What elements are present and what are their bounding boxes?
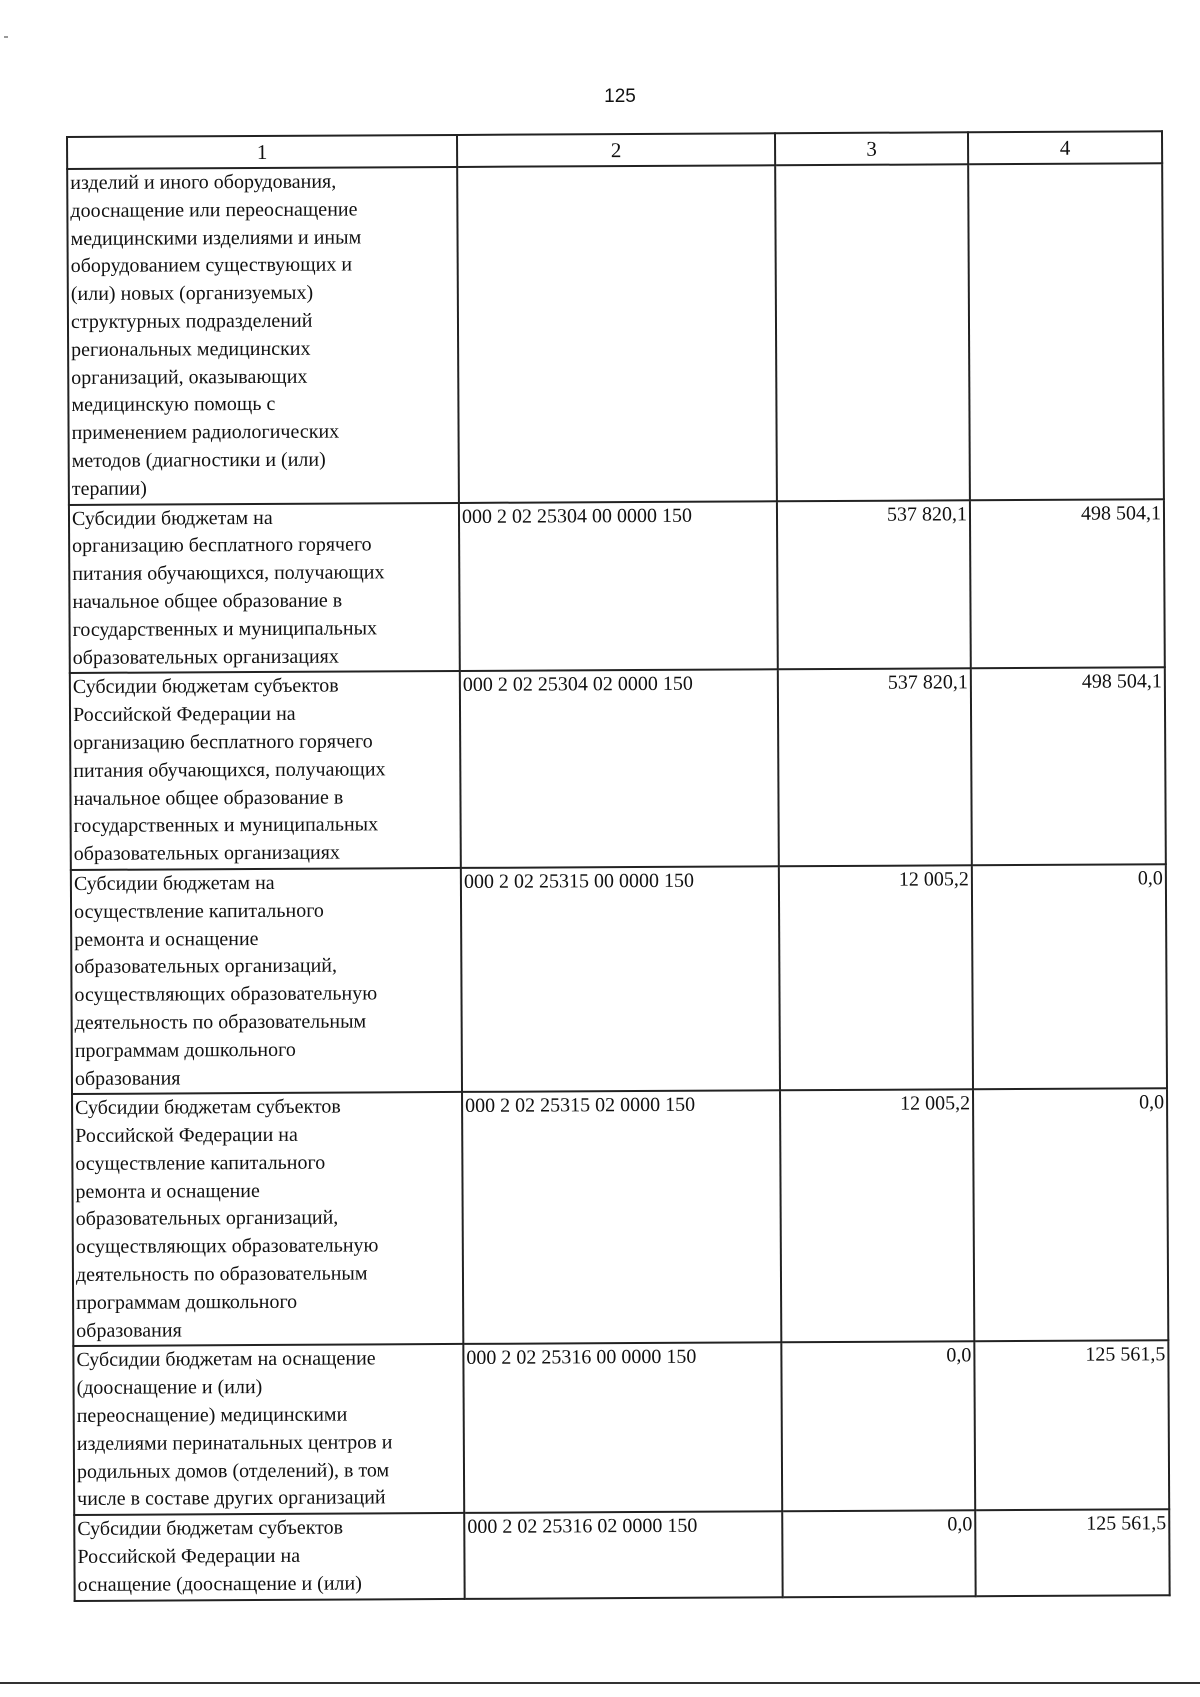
row-description: Субсидии бюджетам на организацию бесплатного горячего питания обучающихся, получающих начальное общее образование в государственных и муниципальных образовательных организациях <box>69 503 460 674</box>
column-header-4: 4 <box>968 131 1162 164</box>
row-value-col4: 0,0 <box>973 1089 1168 1342</box>
row-value-col3: 537 820,1 <box>777 500 971 670</box>
budget-table <box>66 130 1171 1601</box>
row-value-col3: 12 005,2 <box>779 865 973 1090</box>
row-description: изделий и иного оборудования, дооснащение или переоснащение медицинскими изделиями и иным оборудованием существующих и (или) новых (организуемых) структурных подразделений региональных медицинских организаций, оказывающих медицинскую помощь с применением радиологических методов (диагностики и (или) терапии) <box>67 167 459 505</box>
row-value-col4: 498 504,1 <box>971 668 1166 866</box>
row-description: Субсидии бюджетам субъектов Российской Федерации на оснащение (дооснащение и (или) <box>74 1513 464 1600</box>
row-value-col3: 0,0 <box>782 1511 975 1597</box>
row-code: 000 2 02 25315 02 0000 150 <box>462 1091 781 1345</box>
row-description: Субсидии бюджетам субъектов Российской Федерации на осуществление капитального ремонта и оснащение образовательных организаций, осуществляющих образовательную деятельность по образовательным программам дошкольного образования <box>72 1092 463 1346</box>
table-row <box>73 1341 1169 1516</box>
scan-artifact <box>4 36 8 38</box>
row-value-col4: 125 561,5 <box>975 1509 1169 1595</box>
row-code: 000 2 02 25304 00 0000 150 <box>459 501 778 671</box>
bottom-divider <box>0 1682 1200 1684</box>
row-code <box>457 165 777 502</box>
column-header-3: 3 <box>775 132 968 165</box>
table-row <box>74 1509 1169 1600</box>
column-header-1: 1 <box>67 135 457 169</box>
table-row <box>67 163 1164 504</box>
page-number: 125 <box>604 86 636 107</box>
table-row <box>71 864 1167 1094</box>
column-header-2: 2 <box>457 133 775 167</box>
row-value-col4: 498 504,1 <box>970 499 1165 669</box>
row-value-col3: 537 820,1 <box>778 669 972 867</box>
row-description: Субсидии бюджетам субъектов Российской Федерации на организацию бесплатного горячего питания обучающихся, получающих начальное общее образование в государственных и муниципальных образовательных организациях <box>70 671 461 870</box>
row-value-col4 <box>968 163 1164 500</box>
row-description: Субсидии бюджетам на оснащение (дооснащение и (или) переоснащение) медицинскими изделиями перинатальных центров и родильных домов (отделений), в том числе в составе других организаций <box>73 1344 464 1515</box>
row-description: Субсидии бюджетам на осуществление капитального ремонта и оснащение образовательных организаций, осуществляющих образовательную деятельность по образовательным программам дошкольного образования <box>71 868 462 1094</box>
row-code: 000 2 02 25316 02 0000 150 <box>464 1512 782 1599</box>
table-row <box>72 1089 1168 1347</box>
table-row <box>70 668 1166 870</box>
row-value-col3 <box>775 164 970 501</box>
row-code: 000 2 02 25316 00 0000 150 <box>463 1343 782 1513</box>
row-value-col3: 0,0 <box>781 1342 975 1512</box>
row-code: 000 2 02 25315 00 0000 150 <box>461 866 780 1092</box>
table-row <box>69 499 1165 674</box>
row-value-col3: 12 005,2 <box>780 1090 974 1343</box>
row-value-col4: 0,0 <box>972 864 1167 1089</box>
row-code: 000 2 02 25304 02 0000 150 <box>460 670 779 868</box>
row-value-col4: 125 561,5 <box>974 1341 1169 1511</box>
